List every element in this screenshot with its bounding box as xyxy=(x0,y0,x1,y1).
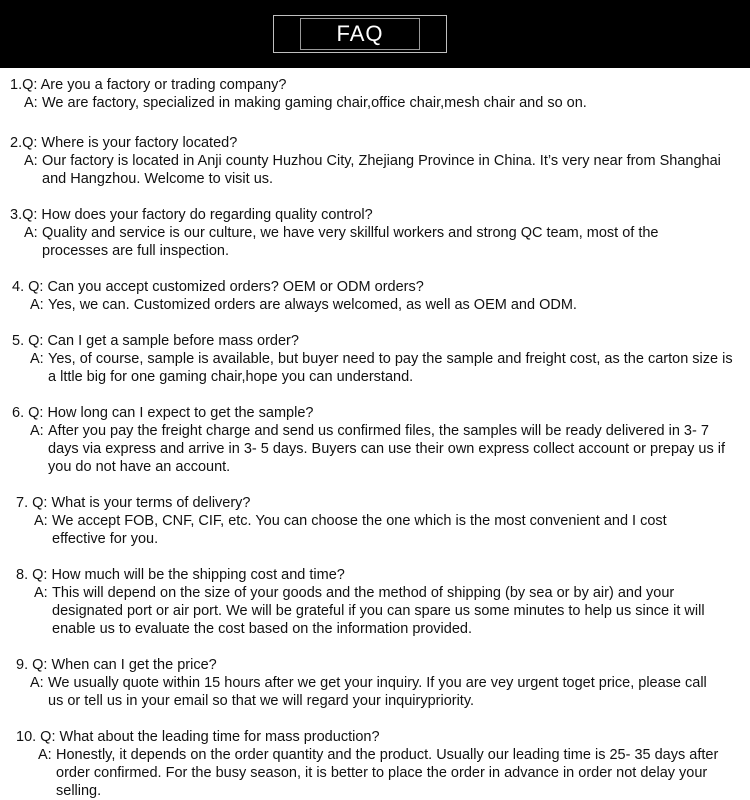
answer-prefix: A: xyxy=(34,513,48,529)
answer-prefix: A: xyxy=(30,351,44,367)
answer-prefix: A: xyxy=(24,225,38,241)
answer-prefix: A: xyxy=(30,297,44,313)
faq-answer xyxy=(0,512,722,548)
faq-item-4 xyxy=(0,278,750,314)
faq-question: 4. Q: Can you accept customized orders? OEM or ODM orders? xyxy=(12,279,424,295)
answer-prefix: A: xyxy=(38,747,52,763)
faq-item-5 xyxy=(0,332,750,386)
answer-prefix: A: xyxy=(30,675,44,691)
faq-question: 5. Q: Can I get a sample before mass order? xyxy=(12,333,299,349)
faq-answer xyxy=(0,350,742,386)
faq-question: 2.Q: Where is your factory located? xyxy=(10,135,238,151)
faq-question: 1.Q: Are you a factory or trading company? xyxy=(10,77,287,93)
faq-question: 8. Q: How much will be the shipping cost and time? xyxy=(16,567,345,583)
faq-list xyxy=(0,68,750,800)
answer-text: We accept FOB, CNF, CIF, etc. You can choose the one which is the most convenient and I cost effective for you. xyxy=(52,513,667,547)
faq-answer xyxy=(0,296,718,314)
answer-text: Honestly, it depends on the order quantity and the product. Usually our leading time is 25- 35 days after order confirmed. For the busy season, it is better to place the order in advance in order not delay your selling. xyxy=(56,747,719,799)
faq-answer xyxy=(0,224,702,260)
faq-header-banner xyxy=(0,0,750,68)
faq-question: 10. Q: What about the leading time for mass production? xyxy=(16,729,380,745)
answer-text: Yes, we can. Customized orders are always welcomed, as well as OEM and ODM. xyxy=(48,297,577,313)
answer-text: Quality and service is our culture, we have very skillful workers and strong QC team, most of the processes are full inspection. xyxy=(42,225,659,259)
answer-prefix: A: xyxy=(30,423,44,439)
answer-prefix: A: xyxy=(24,95,38,111)
faq-answer xyxy=(0,422,742,476)
faq-answer xyxy=(0,584,718,638)
answer-prefix: A: xyxy=(24,153,38,169)
faq-question: 9. Q: When can I get the price? xyxy=(16,657,217,673)
answer-text: After you pay the freight charge and send us confirmed files, the samples will be ready delivered in 3- 7 days via express and arrive in 3- 5 days. Buyers can use their own express collect account or prepay us if you do not have an account. xyxy=(48,423,725,475)
faq-item-7 xyxy=(0,494,750,548)
faq-question: 3.Q: How does your factory do regarding quality control? xyxy=(10,207,373,223)
answer-text: This will depend on the size of your goods and the method of shipping (by sea or by air) and your designated port or air port. We will be grateful if you can spare us some minutes to help us since it will enable us to evaluate the cost based on the information provided. xyxy=(52,585,705,637)
answer-text: We usually quote within 15 hours after we get your inquiry. If you are vey urgent toget price, please call us or tell us in your email so that we will regard your inquirypriority. xyxy=(48,675,707,709)
answer-text: Yes, of course, sample is available, but buyer need to pay the sample and freight cost, as the carton size is a lttle big for one gaming chair,hope you can understand. xyxy=(48,351,733,385)
faq-item-6 xyxy=(0,404,750,476)
faq-item-9 xyxy=(0,656,750,710)
faq-item-1 xyxy=(0,76,750,112)
answer-text: We are factory, specialized in making gaming chair,office chair,mesh chair and so on. xyxy=(42,95,587,111)
faq-answer xyxy=(0,94,732,112)
answer-prefix: A: xyxy=(34,585,48,601)
faq-item-3 xyxy=(0,206,750,260)
page-title: FAQ xyxy=(336,21,384,46)
faq-answer xyxy=(0,152,722,188)
faq-answer xyxy=(0,746,742,800)
faq-item-8 xyxy=(0,566,750,638)
answer-text: Our factory is located in Anji county Huzhou City, Zhejiang Province in China. It’s very near from Shanghai and Hangzhou. Welcome to visit us. xyxy=(42,153,721,187)
faq-question: 7. Q: What is your terms of delivery? xyxy=(16,495,251,511)
faq-answer xyxy=(0,674,718,710)
faq-item-10 xyxy=(0,728,750,800)
faq-question: 6. Q: How long can I expect to get the sample? xyxy=(12,405,314,421)
faq-item-2 xyxy=(0,134,750,188)
